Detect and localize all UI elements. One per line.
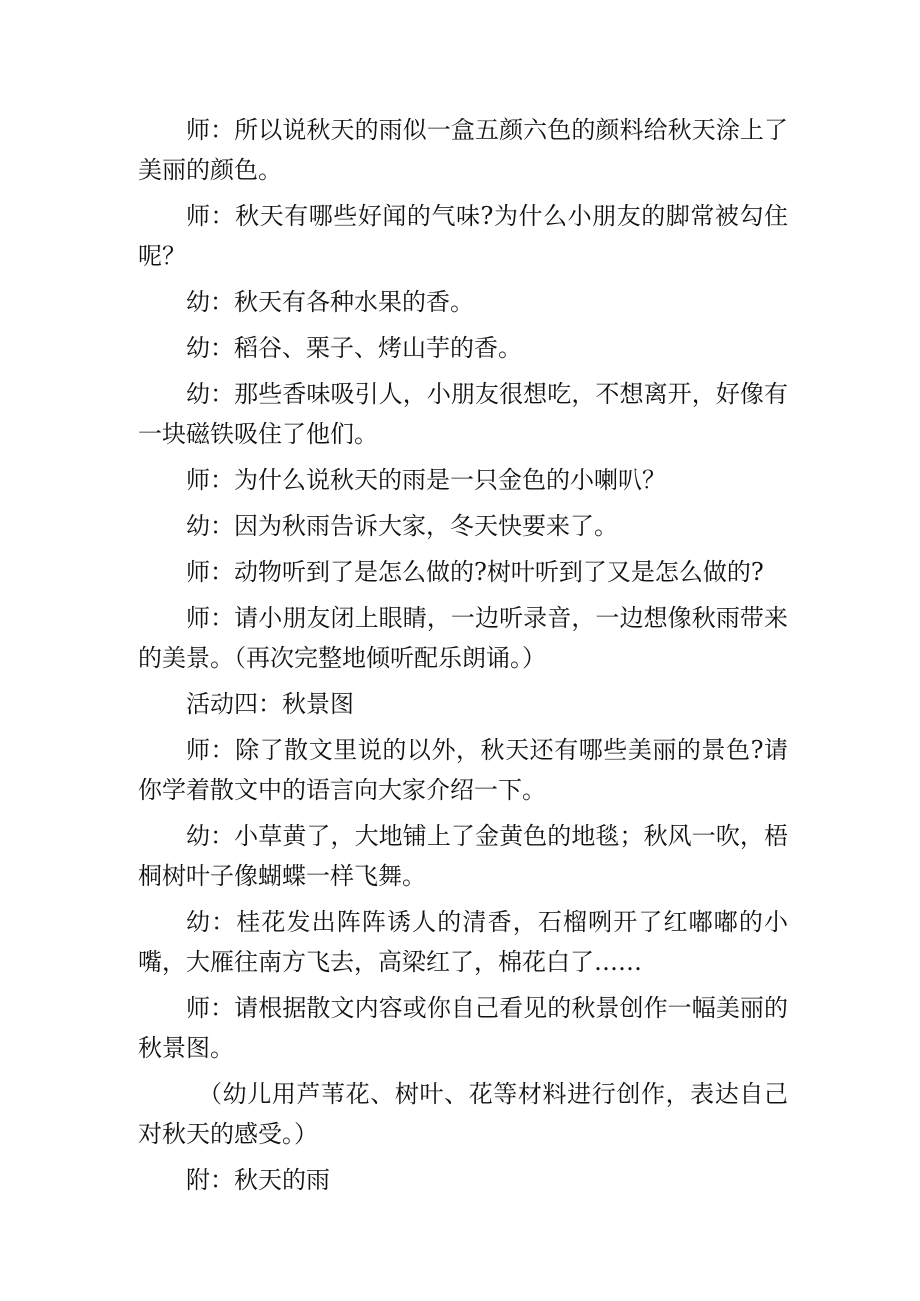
appendix-heading: 附：秋天的雨 xyxy=(186,1166,330,1194)
paragraph-child-magnet: 幼：那些香味吸引人，小朋友很想吃，不想离开，好像有一块磁铁吸住了他们。 xyxy=(138,380,788,448)
paragraph-teacher-trumpet: 师：为什么说秋天的雨是一只金色的小喇叭？ xyxy=(186,466,666,494)
paragraph-child-winter: 幼：因为秋雨告诉大家，冬天快要来了。 xyxy=(186,512,618,540)
paragraph-child-grain: 幼：稻谷、栗子、烤山芋的香。 xyxy=(186,334,522,362)
paragraph-teacher-create: 师：请根据散文内容或你自己看见的秋景创作一幅美丽的秋景图。 xyxy=(138,994,788,1062)
paragraph-teacher-scenery: 师：除了散文里说的以外，秋天还有哪些美丽的景色?请你学着散文中的语言向大家介绍一下。 xyxy=(138,736,788,804)
section-heading-activity-four: 活动四：秋景图 xyxy=(186,690,354,718)
paragraph-child-osmanthus: 幼：桂花发出阵阵诱人的清香，石榴咧开了红嘟嘟的小嘴，大雁往南方飞去，高梁红了，棉花白了…… xyxy=(138,908,788,976)
paragraph-teacher-listen: 师：请小朋友闭上眼睛，一边听录音，一边想像秋雨带来的美景。（再次完整地倾听配乐朗诵。） xyxy=(138,604,788,672)
paragraph-child-grass: 幼：小草黄了，大地铺上了金黄色的地毯；秋风一吹，梧桐树叶子像蝴蝶一样飞舞。 xyxy=(138,822,788,890)
paragraph-teacher-animals: 师：动物听到了是怎么做的?树叶听到了又是怎么做的? xyxy=(186,558,764,586)
document-body xyxy=(138,110,788,1206)
paragraph-child-fruit: 幼：秋天有各种水果的香。 xyxy=(186,288,474,316)
paragraph-teacher-colors: 师：所以说秋天的雨似一盒五颜六色的颜料给秋天涂上了美丽的颜色。 xyxy=(138,116,788,184)
paragraph-teacher-smells: 师：秋天有哪些好闻的气味?为什么小朋友的脚常被勾住呢？ xyxy=(138,202,788,270)
paragraph-activity-note: （幼儿用芦苇花、树叶、花等材料进行创作，表达自己对秋天的感受。） xyxy=(138,1080,788,1148)
